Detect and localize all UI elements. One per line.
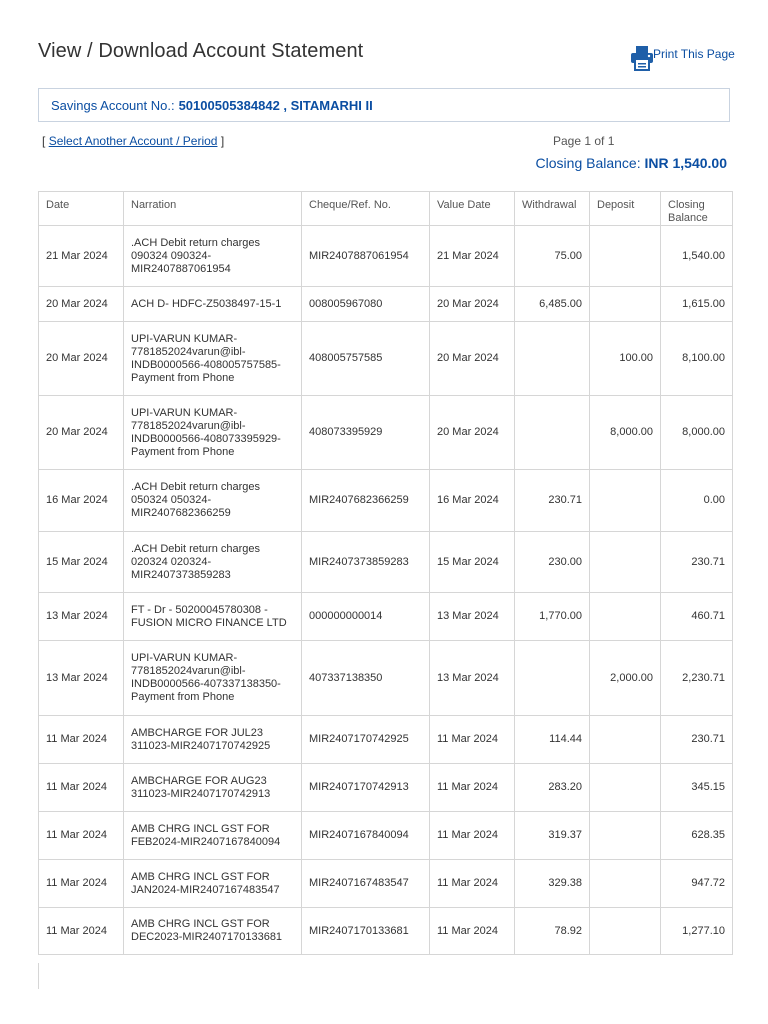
print-page-link[interactable] bbox=[630, 45, 735, 71]
cell-withdrawal: 6,485.00 bbox=[515, 287, 590, 322]
column-header-closing-balance: Closing Balance bbox=[661, 192, 733, 226]
cell-deposit bbox=[590, 593, 661, 641]
statement-table bbox=[38, 191, 733, 955]
cell-narration: .ACH Debit return charges 020324 020324-MIR2407373859283 bbox=[124, 532, 302, 593]
cell-narration: AMB CHRG INCL GST FOR JAN2024-MIR2407167483547 bbox=[124, 860, 302, 908]
cell-narration: FT - Dr - 50200045780308 - FUSION MICRO FINANCE LTD bbox=[124, 593, 302, 641]
cell-deposit bbox=[590, 764, 661, 812]
cell-date: 20 Mar 2024 bbox=[39, 322, 124, 396]
cell-balance: 8,100.00 bbox=[661, 322, 733, 396]
cell-ref: 000000000014 bbox=[302, 593, 430, 641]
cell-narration: AMBCHARGE FOR JUL23 311023-MIR2407170742925 bbox=[124, 716, 302, 764]
cell-deposit bbox=[590, 860, 661, 908]
cell-ref: MIR2407167840094 bbox=[302, 812, 430, 860]
cell-ref: 008005967080 bbox=[302, 287, 430, 322]
cell-balance: 460.71 bbox=[661, 593, 733, 641]
cell-value-date: 20 Mar 2024 bbox=[430, 287, 515, 322]
cell-withdrawal: 230.71 bbox=[515, 470, 590, 532]
print-page-label: Print This Page bbox=[653, 47, 735, 61]
column-header-date: Date bbox=[39, 192, 124, 226]
cell-narration: AMB CHRG INCL GST FOR FEB2024-MIR2407167840094 bbox=[124, 812, 302, 860]
account-info-box bbox=[38, 88, 730, 122]
account-number: 50100505384842 , SITAMARHI II bbox=[178, 97, 373, 113]
column-header-value-date: Value Date bbox=[430, 192, 515, 226]
cell-date: 13 Mar 2024 bbox=[39, 593, 124, 641]
cell-date: 13 Mar 2024 bbox=[39, 641, 124, 716]
column-header-narration: Narration bbox=[124, 192, 302, 226]
cell-withdrawal: 230.00 bbox=[515, 532, 590, 593]
table-row bbox=[39, 908, 733, 955]
cell-balance: 230.71 bbox=[661, 716, 733, 764]
cell-deposit: 2,000.00 bbox=[590, 641, 661, 716]
cell-date: 20 Mar 2024 bbox=[39, 287, 124, 322]
cell-deposit: 100.00 bbox=[590, 322, 661, 396]
cell-value-date: 20 Mar 2024 bbox=[430, 396, 515, 470]
closing-balance bbox=[536, 155, 727, 171]
cell-balance: 345.15 bbox=[661, 764, 733, 812]
closing-balance-label: Closing Balance: bbox=[535, 155, 641, 171]
close-bracket: ] bbox=[220, 134, 225, 148]
table-row bbox=[39, 532, 733, 593]
select-another-account-link[interactable]: Select Another Account / Period bbox=[48, 134, 218, 148]
cell-withdrawal: 78.92 bbox=[515, 908, 590, 955]
cell-date: 21 Mar 2024 bbox=[39, 226, 124, 287]
cell-ref: 408005757585 bbox=[302, 322, 430, 396]
cell-date: 20 Mar 2024 bbox=[39, 396, 124, 470]
cell-ref: MIR2407682366259 bbox=[302, 470, 430, 532]
cell-date: 11 Mar 2024 bbox=[39, 860, 124, 908]
account-label: Savings Account No.: bbox=[51, 97, 175, 113]
cell-deposit bbox=[590, 287, 661, 322]
cell-date: 11 Mar 2024 bbox=[39, 716, 124, 764]
column-header-deposit: Deposit bbox=[590, 192, 661, 226]
cell-narration: UPI-VARUN KUMAR-7781852024varun@ibl-INDB0000566-408005757585-Payment from Phone bbox=[124, 322, 302, 396]
cell-narration: UPI-VARUN KUMAR-7781852024varun@ibl-INDB0000566-407337138350-Payment from Phone bbox=[124, 641, 302, 716]
closing-balance-value: INR 1,540.00 bbox=[644, 155, 727, 171]
cell-narration: .ACH Debit return charges 090324 090324-MIR2407887061954 bbox=[124, 226, 302, 287]
cell-balance: 2,230.71 bbox=[661, 641, 733, 716]
cell-narration: UPI-VARUN KUMAR-7781852024varun@ibl-INDB0000566-408073395929-Payment from Phone bbox=[124, 396, 302, 470]
cell-value-date: 13 Mar 2024 bbox=[430, 641, 515, 716]
cell-ref: 407337138350 bbox=[302, 641, 430, 716]
page-title: View / Download Account Statement bbox=[38, 40, 364, 62]
cell-withdrawal bbox=[515, 322, 590, 396]
cell-value-date: 16 Mar 2024 bbox=[430, 470, 515, 532]
cell-balance: 8,000.00 bbox=[661, 396, 733, 470]
table-row bbox=[39, 226, 733, 287]
cell-narration: ACH D- HDFC-Z5038497-15-1 bbox=[124, 287, 302, 322]
cell-withdrawal: 319.37 bbox=[515, 812, 590, 860]
cell-deposit bbox=[590, 532, 661, 593]
cell-balance: 1,540.00 bbox=[661, 226, 733, 287]
cell-withdrawal: 329.38 bbox=[515, 860, 590, 908]
table-row bbox=[39, 470, 733, 532]
table-row bbox=[39, 764, 733, 812]
table-row bbox=[39, 716, 733, 764]
cell-value-date: 20 Mar 2024 bbox=[430, 322, 515, 396]
cell-date: 11 Mar 2024 bbox=[39, 908, 124, 955]
cell-narration: .ACH Debit return charges 050324 050324-MIR2407682366259 bbox=[124, 470, 302, 532]
select-period-line bbox=[42, 134, 224, 148]
cell-ref: MIR2407170742925 bbox=[302, 716, 430, 764]
cell-withdrawal bbox=[515, 396, 590, 470]
cell-value-date: 11 Mar 2024 bbox=[430, 716, 515, 764]
cell-balance: 0.00 bbox=[661, 470, 733, 532]
cell-narration: AMBCHARGE FOR AUG23 311023-MIR2407170742913 bbox=[124, 764, 302, 812]
cell-narration: AMB CHRG INCL GST FOR DEC2023-MIR2407170133681 bbox=[124, 908, 302, 955]
cell-deposit bbox=[590, 470, 661, 532]
cell-balance: 947.72 bbox=[661, 860, 733, 908]
cell-ref: MIR2407170742913 bbox=[302, 764, 430, 812]
cell-ref: MIR2407167483547 bbox=[302, 860, 430, 908]
column-header-withdrawal: Withdrawal bbox=[515, 192, 590, 226]
cell-balance: 1,277.10 bbox=[661, 908, 733, 955]
cell-value-date: 11 Mar 2024 bbox=[430, 908, 515, 955]
cell-date: 11 Mar 2024 bbox=[39, 764, 124, 812]
cell-value-date: 13 Mar 2024 bbox=[430, 593, 515, 641]
table-row bbox=[39, 812, 733, 860]
cell-date: 15 Mar 2024 bbox=[39, 532, 124, 593]
cell-value-date: 21 Mar 2024 bbox=[430, 226, 515, 287]
cell-withdrawal: 1,770.00 bbox=[515, 593, 590, 641]
cell-deposit: 8,000.00 bbox=[590, 396, 661, 470]
page-indicator: Page 1 of 1 bbox=[553, 134, 615, 148]
cell-value-date: 11 Mar 2024 bbox=[430, 812, 515, 860]
table-row bbox=[39, 322, 733, 396]
cell-deposit bbox=[590, 716, 661, 764]
cell-withdrawal: 75.00 bbox=[515, 226, 590, 287]
cell-withdrawal bbox=[515, 641, 590, 716]
cell-value-date: 15 Mar 2024 bbox=[430, 532, 515, 593]
cell-balance: 1,615.00 bbox=[661, 287, 733, 322]
table-continuation-border bbox=[38, 963, 39, 989]
cell-balance: 230.71 bbox=[661, 532, 733, 593]
cell-ref: MIR2407887061954 bbox=[302, 226, 430, 287]
cell-balance: 628.35 bbox=[661, 812, 733, 860]
cell-value-date: 11 Mar 2024 bbox=[430, 764, 515, 812]
table-header-row bbox=[39, 192, 733, 226]
open-bracket: [ bbox=[42, 134, 46, 148]
printer-icon bbox=[630, 45, 654, 71]
cell-deposit bbox=[590, 812, 661, 860]
cell-date: 16 Mar 2024 bbox=[39, 470, 124, 532]
column-header-ref: Cheque/Ref. No. bbox=[302, 192, 430, 226]
cell-date: 11 Mar 2024 bbox=[39, 812, 124, 860]
table-row bbox=[39, 641, 733, 716]
table-row bbox=[39, 396, 733, 470]
table-row bbox=[39, 860, 733, 908]
cell-withdrawal: 114.44 bbox=[515, 716, 590, 764]
table-row bbox=[39, 287, 733, 322]
cell-deposit bbox=[590, 226, 661, 287]
cell-ref: MIR2407170133681 bbox=[302, 908, 430, 955]
cell-ref: 408073395929 bbox=[302, 396, 430, 470]
cell-value-date: 11 Mar 2024 bbox=[430, 860, 515, 908]
cell-ref: MIR2407373859283 bbox=[302, 532, 430, 593]
cell-deposit bbox=[590, 908, 661, 955]
cell-withdrawal: 283.20 bbox=[515, 764, 590, 812]
table-row bbox=[39, 593, 733, 641]
